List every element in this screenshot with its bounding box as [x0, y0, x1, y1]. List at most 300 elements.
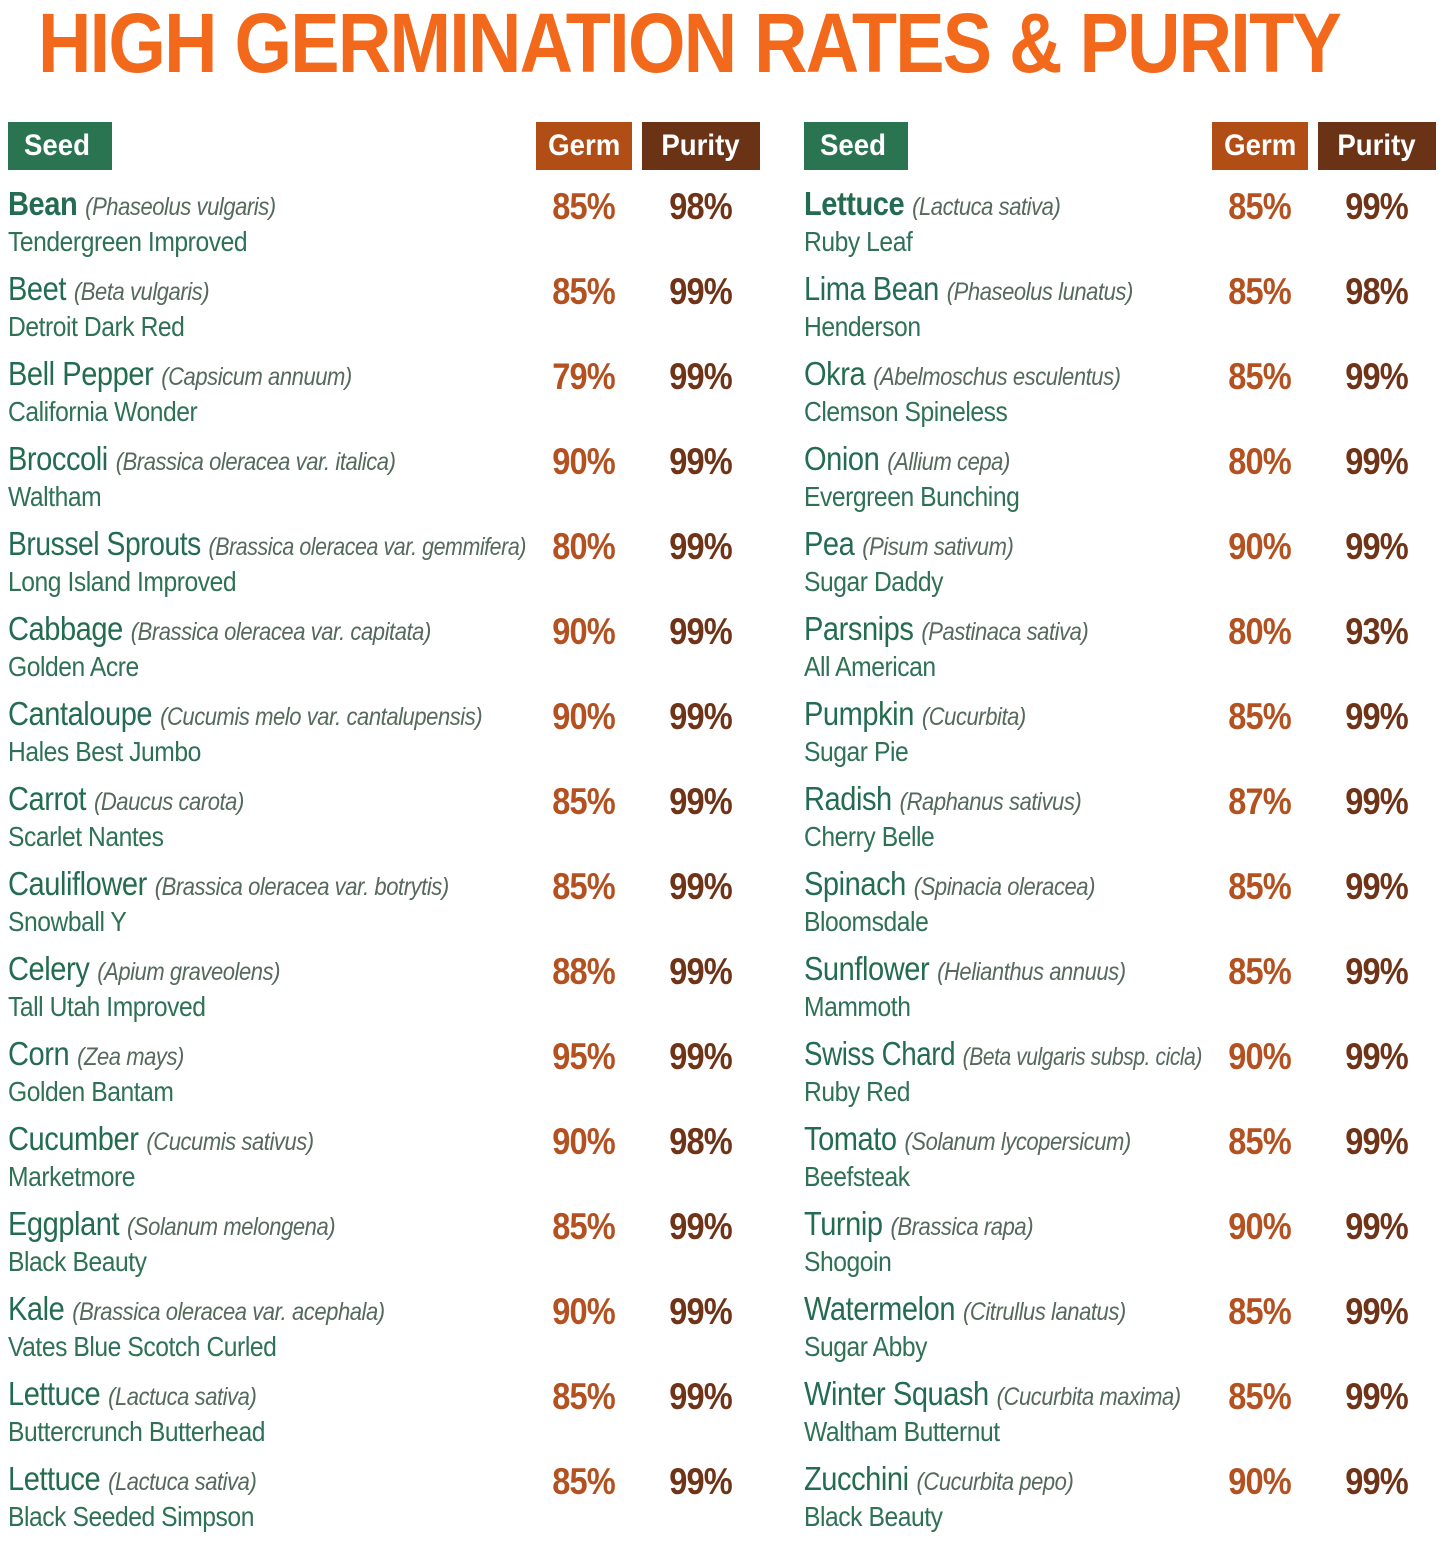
seed-name-line: [804, 1206, 1202, 1245]
germ-value-cell: [536, 1121, 632, 1197]
germ-value-cell: [536, 1376, 632, 1452]
seed-cell: [804, 441, 1202, 517]
seed-latin-name: (Lactuca sativa): [108, 1468, 257, 1496]
seed-latin-name: (Cucumis melo var. cantalupensis): [160, 703, 483, 731]
germ-value-cell: [536, 1036, 632, 1112]
seed-variety-line: [804, 991, 1202, 1027]
seed-latin-name: (Cucurbita maxima): [996, 1383, 1181, 1411]
table-columns: [8, 122, 1445, 1546]
seed-header-badge: [8, 122, 112, 170]
seed-variety-line: [804, 1501, 1202, 1537]
germ-value: 85%: [552, 186, 616, 227]
table-row: [8, 866, 760, 942]
purity-value-cell: [1318, 1206, 1436, 1282]
column-header: [804, 122, 1436, 170]
germ-value: 85%: [552, 1461, 616, 1502]
purity-value: 99%: [1345, 186, 1409, 227]
seed-variety-line: [8, 651, 526, 687]
purity-value-cell: [642, 1036, 760, 1112]
seed-name-line: [8, 441, 526, 480]
seed-latin-name: (Zea mays): [77, 1043, 184, 1071]
table-row: [804, 696, 1436, 772]
germ-value: 85%: [1228, 951, 1292, 992]
seed-latin-name: (Beta vulgaris): [73, 278, 210, 306]
germ-value: 85%: [1228, 356, 1292, 397]
purity-value-cell: [642, 696, 760, 772]
purity-value-cell: [642, 1121, 760, 1197]
seed-variety-line: [8, 1161, 526, 1197]
seed-name-line: [8, 1291, 526, 1330]
seed-header-badge: [804, 122, 908, 170]
germ-value-cell: [536, 696, 632, 772]
seed-header-label: Seed: [24, 129, 90, 162]
seed-cell: [8, 696, 526, 772]
purity-value: 99%: [1345, 1206, 1409, 1247]
germ-value-cell: [536, 781, 632, 857]
seed-variety: Mammoth: [804, 991, 911, 1022]
seed-variety-line: [8, 736, 526, 772]
seed-name: Lettuce: [8, 1375, 101, 1412]
seed-latin-name: (Solanum lycopersicum): [904, 1128, 1131, 1156]
seed-cell: [8, 356, 526, 432]
purity-header-label: Purity: [661, 129, 741, 162]
seed-variety-line: [804, 1161, 1202, 1197]
purity-value: 99%: [669, 951, 733, 992]
purity-value: 99%: [1345, 1461, 1409, 1502]
germ-value-cell: [1212, 781, 1308, 857]
seed-name: Cucumber: [8, 1120, 139, 1157]
seed-name-line: [804, 611, 1202, 650]
table-row: [8, 1036, 760, 1112]
germ-value: 80%: [552, 526, 616, 567]
seed-name: Winter Squash: [804, 1375, 989, 1412]
seed-variety-line: [804, 736, 1202, 772]
germ-value: 79%: [552, 356, 616, 397]
table-row: [804, 526, 1436, 602]
seed-variety-line: [804, 1246, 1202, 1282]
purity-value-cell: [1318, 186, 1436, 262]
seed-variety-line: [8, 1331, 526, 1367]
seed-cell: [8, 526, 526, 602]
table-row: [804, 271, 1436, 347]
seed-name: Cauliflower: [8, 865, 147, 902]
seed-cell: [8, 1461, 526, 1537]
seed-name-line: [804, 271, 1202, 310]
seed-latin-name: (Brassica oleracea var. gemmifera): [208, 533, 526, 561]
seed-cell: [804, 696, 1202, 772]
germ-value: 90%: [552, 611, 616, 652]
germ-value-cell: [1212, 186, 1308, 262]
purity-value-cell: [642, 526, 760, 602]
purity-value: 99%: [669, 356, 733, 397]
seed-cell: [804, 356, 1202, 432]
seed-cell: [8, 1036, 526, 1112]
seed-latin-name: (Daucus carota): [93, 788, 244, 816]
seed-name-line: [804, 781, 1202, 820]
table-row: [8, 1461, 760, 1537]
seed-variety: Sugar Pie: [804, 736, 909, 767]
seed-latin-name: (Helianthus annuus): [937, 958, 1126, 986]
germ-value-cell: [1212, 611, 1308, 687]
seed-variety: Marketmore: [8, 1161, 136, 1192]
table-row: [804, 866, 1436, 942]
germ-header-badge: [1212, 122, 1308, 170]
purity-value: 98%: [669, 1121, 733, 1162]
purity-value-cell: [642, 441, 760, 517]
purity-value: 99%: [1345, 356, 1409, 397]
purity-value-cell: [1318, 611, 1436, 687]
table-row: [8, 186, 760, 262]
germ-value: 85%: [1228, 1291, 1292, 1332]
seed-name-line: [8, 1206, 526, 1245]
germ-value: 90%: [552, 696, 616, 737]
page-title: [38, 0, 1410, 90]
seed-table-left-column: [8, 122, 760, 1546]
table-row: [804, 441, 1436, 517]
seed-name-line: [804, 441, 1202, 480]
seed-name: Cabbage: [8, 610, 123, 647]
germ-value: 85%: [552, 271, 616, 312]
seed-variety: Hales Best Jumbo: [8, 736, 201, 767]
seed-variety-line: [804, 821, 1202, 857]
purity-value: 99%: [1345, 1036, 1409, 1077]
purity-value: 99%: [669, 611, 733, 652]
purity-value-cell: [1318, 951, 1436, 1027]
seed-name: Tomato: [804, 1120, 897, 1157]
column-header: [8, 122, 760, 170]
seed-latin-name: (Lactuca sativa): [912, 193, 1061, 221]
table-row: [804, 186, 1436, 262]
seed-latin-name: (Raphanus sativus): [899, 788, 1082, 816]
seed-name-line: [804, 696, 1202, 735]
germ-value-cell: [536, 1206, 632, 1282]
germ-value: 85%: [1228, 866, 1292, 907]
seed-cell: [8, 1121, 526, 1197]
table-row: [804, 781, 1436, 857]
germ-value-cell: [1212, 1121, 1308, 1197]
seed-variety: Golden Bantam: [8, 1076, 174, 1107]
purity-value-cell: [642, 951, 760, 1027]
germ-value: 85%: [1228, 1121, 1292, 1162]
seed-cell: [804, 781, 1202, 857]
seed-name: Lettuce: [8, 1460, 101, 1497]
seed-variety-line: [804, 396, 1202, 432]
seed-variety: Long Island Improved: [8, 566, 237, 597]
seed-latin-name: (Brassica oleracea var. botrytis): [154, 873, 449, 901]
germ-value: 90%: [1228, 1036, 1292, 1077]
seed-variety: Black Seeded Simpson: [8, 1501, 254, 1532]
germ-value: 85%: [1228, 271, 1292, 312]
seed-variety: Vates Blue Scotch Curled: [8, 1331, 277, 1362]
seed-latin-name: (Capsicum annuum): [161, 363, 352, 391]
seed-name: Sunflower: [804, 950, 930, 987]
table-row: [8, 1206, 760, 1282]
table-row: [804, 611, 1436, 687]
purity-value: 99%: [669, 866, 733, 907]
germ-value: 80%: [1228, 611, 1292, 652]
purity-value-cell: [1318, 696, 1436, 772]
table-row: [804, 1206, 1436, 1282]
seed-variety-line: [8, 1076, 526, 1112]
seed-variety: Tendergreen Improved: [8, 226, 248, 257]
germ-value-cell: [1212, 526, 1308, 602]
germ-value-cell: [536, 526, 632, 602]
seed-name: Bean: [8, 185, 78, 222]
seed-variety: Scarlet Nantes: [8, 821, 164, 852]
germ-value-cell: [536, 866, 632, 942]
purity-value: 99%: [669, 1461, 733, 1502]
purity-value: 99%: [669, 1291, 733, 1332]
seed-variety: Evergreen Bunching: [804, 481, 1020, 512]
seed-name: Beet: [8, 270, 66, 307]
purity-value-cell: [642, 186, 760, 262]
purity-value: 99%: [669, 526, 733, 567]
seed-cell: [8, 271, 526, 347]
purity-value: 99%: [1345, 1121, 1409, 1162]
germ-value-cell: [1212, 1206, 1308, 1282]
seed-variety-line: [8, 821, 526, 857]
seed-variety-line: [804, 1331, 1202, 1367]
seed-cell: [804, 1036, 1202, 1112]
seed-name-line: [8, 1376, 526, 1415]
purity-value: 99%: [1345, 696, 1409, 737]
germ-value: 87%: [1228, 781, 1292, 822]
seed-name: Onion: [804, 440, 880, 477]
seed-name: Brussel Sprouts: [8, 525, 201, 562]
seed-latin-name: (Pastinaca sativa): [921, 618, 1089, 646]
germ-value-cell: [536, 611, 632, 687]
seed-variety-line: [8, 566, 526, 602]
seed-name-line: [804, 1291, 1202, 1330]
purity-header-label: Purity: [1337, 129, 1417, 162]
table-rows: [8, 186, 760, 1537]
table-row: [8, 781, 760, 857]
seed-latin-name: (Allium cepa): [887, 448, 1010, 476]
purity-value-cell: [1318, 441, 1436, 517]
seed-name: Watermelon: [804, 1290, 956, 1327]
seed-name: Corn: [8, 1035, 70, 1072]
seed-variety-line: [8, 1501, 526, 1537]
seed-cell: [8, 441, 526, 517]
seed-variety-line: [8, 1246, 526, 1282]
seed-name: Radish: [804, 780, 892, 817]
seed-cell: [8, 186, 526, 262]
seed-cell: [804, 526, 1202, 602]
purity-value: 99%: [1345, 951, 1409, 992]
purity-value-cell: [642, 356, 760, 432]
seed-variety-line: [8, 311, 526, 347]
germ-value: 90%: [552, 1291, 616, 1332]
seed-cell: [804, 1121, 1202, 1197]
purity-value: 99%: [669, 1376, 733, 1417]
seed-variety: Black Beauty: [804, 1501, 943, 1532]
seed-variety: Bloomsdale: [804, 906, 929, 937]
seed-name-line: [8, 271, 526, 310]
seed-latin-name: (Spinacia oleracea): [913, 873, 1095, 901]
seed-latin-name: (Apium graveolens): [97, 958, 281, 986]
seed-name: Okra: [804, 355, 866, 392]
germ-value: 85%: [552, 1376, 616, 1417]
germ-value-cell: [536, 356, 632, 432]
purity-value: 99%: [669, 1036, 733, 1077]
germ-value: 90%: [1228, 1461, 1292, 1502]
seed-variety: Shogoin: [804, 1246, 892, 1277]
seed-name: Zucchini: [804, 1460, 909, 1497]
germ-value-cell: [1212, 356, 1308, 432]
seed-name: Swiss Chard: [804, 1035, 956, 1072]
seed-name-line: [8, 1121, 526, 1160]
germ-value: 80%: [1228, 441, 1292, 482]
seed-name: Cantaloupe: [8, 695, 153, 732]
table-row: [8, 1291, 760, 1367]
seed-name: Eggplant: [8, 1205, 120, 1242]
seed-header-label: Seed: [820, 129, 886, 162]
seed-name-line: [8, 186, 526, 225]
germ-value-cell: [536, 186, 632, 262]
purity-value-cell: [1318, 1121, 1436, 1197]
seed-variety-line: [804, 481, 1202, 517]
germ-header-badge: [536, 122, 632, 170]
table-row: [804, 356, 1436, 432]
seed-variety: Waltham Butternut: [804, 1416, 1000, 1447]
seed-name-line: [804, 186, 1202, 225]
seed-variety: Sugar Daddy: [804, 566, 943, 597]
seed-variety-line: [804, 311, 1202, 347]
seed-cell: [8, 1206, 526, 1282]
seed-name: Kale: [8, 1290, 65, 1327]
table-row: [8, 696, 760, 772]
seed-name-line: [8, 1036, 526, 1075]
germ-value-cell: [1212, 441, 1308, 517]
table-row: [8, 356, 760, 432]
table-row: [804, 951, 1436, 1027]
germ-value-cell: [536, 1291, 632, 1367]
seed-cell: [804, 611, 1202, 687]
purity-value: 99%: [1345, 1376, 1409, 1417]
germ-value: 85%: [552, 781, 616, 822]
seed-variety: Tall Utah Improved: [8, 991, 206, 1022]
seed-variety-line: [804, 651, 1202, 687]
purity-value: 99%: [1345, 781, 1409, 822]
germ-value-cell: [1212, 1036, 1308, 1112]
germ-value: 85%: [552, 1206, 616, 1247]
germ-value-cell: [1212, 951, 1308, 1027]
purity-header-badge: [1318, 122, 1436, 170]
seed-latin-name: (Cucurbita): [921, 703, 1026, 731]
seed-latin-name: (Brassica oleracea var. capitata): [130, 618, 431, 646]
seed-name: Lettuce: [804, 185, 905, 222]
seed-name: Spinach: [804, 865, 906, 902]
seed-table-right-column: [804, 122, 1436, 1546]
seed-name-line: [8, 866, 526, 905]
germ-value-cell: [1212, 271, 1308, 347]
seed-variety-line: [8, 481, 526, 517]
purity-value: 99%: [1345, 441, 1409, 482]
table-row: [804, 1121, 1436, 1197]
purity-value: 93%: [1345, 611, 1409, 652]
purity-value-cell: [1318, 866, 1436, 942]
germ-value-cell: [536, 441, 632, 517]
seed-name-line: [804, 1036, 1202, 1075]
seed-name: Pea: [804, 525, 855, 562]
seed-cell: [8, 781, 526, 857]
seed-cell: [8, 866, 526, 942]
seed-variety: Ruby Red: [804, 1076, 911, 1107]
purity-value-cell: [642, 1291, 760, 1367]
seed-name-line: [8, 526, 526, 565]
purity-value: 99%: [1345, 526, 1409, 567]
seed-cell: [804, 951, 1202, 1027]
germ-value-cell: [536, 271, 632, 347]
seed-name-line: [8, 951, 526, 990]
germ-header-label: Germ: [547, 129, 621, 162]
table-row: [8, 526, 760, 602]
seed-name-line: [8, 696, 526, 735]
purity-value-cell: [1318, 1461, 1436, 1537]
seed-name-line: [8, 611, 526, 650]
seed-variety: Buttercrunch Butterhead: [8, 1416, 265, 1447]
germ-value: 90%: [1228, 526, 1292, 567]
seed-variety-line: [8, 226, 526, 262]
germ-header-label: Germ: [1223, 129, 1297, 162]
purity-value-cell: [1318, 356, 1436, 432]
seed-name-line: [804, 951, 1202, 990]
seed-name-line: [804, 356, 1202, 395]
purity-value-cell: [642, 1376, 760, 1452]
seed-name: Celery: [8, 950, 90, 987]
purity-value: 98%: [669, 186, 733, 227]
germ-value-cell: [536, 1461, 632, 1537]
seed-cell: [804, 186, 1202, 262]
germ-value-cell: [1212, 696, 1308, 772]
seed-variety: Beefsteak: [804, 1161, 910, 1192]
seed-name-line: [804, 1461, 1202, 1500]
seed-cell: [804, 1206, 1202, 1282]
seed-variety: Detroit Dark Red: [8, 311, 185, 342]
table-rows: [804, 186, 1436, 1537]
seed-name: Bell Pepper: [8, 355, 154, 392]
purity-value-cell: [642, 611, 760, 687]
purity-value-cell: [1318, 1291, 1436, 1367]
table-row: [8, 611, 760, 687]
purity-value: 98%: [1345, 271, 1409, 312]
seed-latin-name: (Cucurbita pepo): [916, 1468, 1074, 1496]
seed-variety: Cherry Belle: [804, 821, 935, 852]
germ-value: 85%: [1228, 1376, 1292, 1417]
seed-name-line: [804, 866, 1202, 905]
seed-name-line: [8, 356, 526, 395]
seed-cell: [804, 1291, 1202, 1367]
purity-value: 99%: [669, 696, 733, 737]
germ-value-cell: [1212, 1376, 1308, 1452]
purity-value-cell: [642, 1206, 760, 1282]
seed-name: Lima Bean: [804, 270, 939, 307]
seed-variety-line: [804, 566, 1202, 602]
seed-variety-line: [804, 226, 1202, 262]
table-row: [804, 1461, 1436, 1537]
seed-cell: [804, 1376, 1202, 1452]
table-row: [8, 271, 760, 347]
seed-name: Carrot: [8, 780, 87, 817]
seed-latin-name: (Brassica oleracea var. italica): [115, 448, 396, 476]
purity-value-cell: [1318, 1036, 1436, 1112]
seed-variety: Waltham: [8, 481, 102, 512]
purity-value-cell: [1318, 1376, 1436, 1452]
purity-value: 99%: [669, 1206, 733, 1247]
germ-value-cell: [1212, 866, 1308, 942]
seed-variety: Black Beauty: [8, 1246, 147, 1277]
germ-value: 85%: [1228, 186, 1292, 227]
